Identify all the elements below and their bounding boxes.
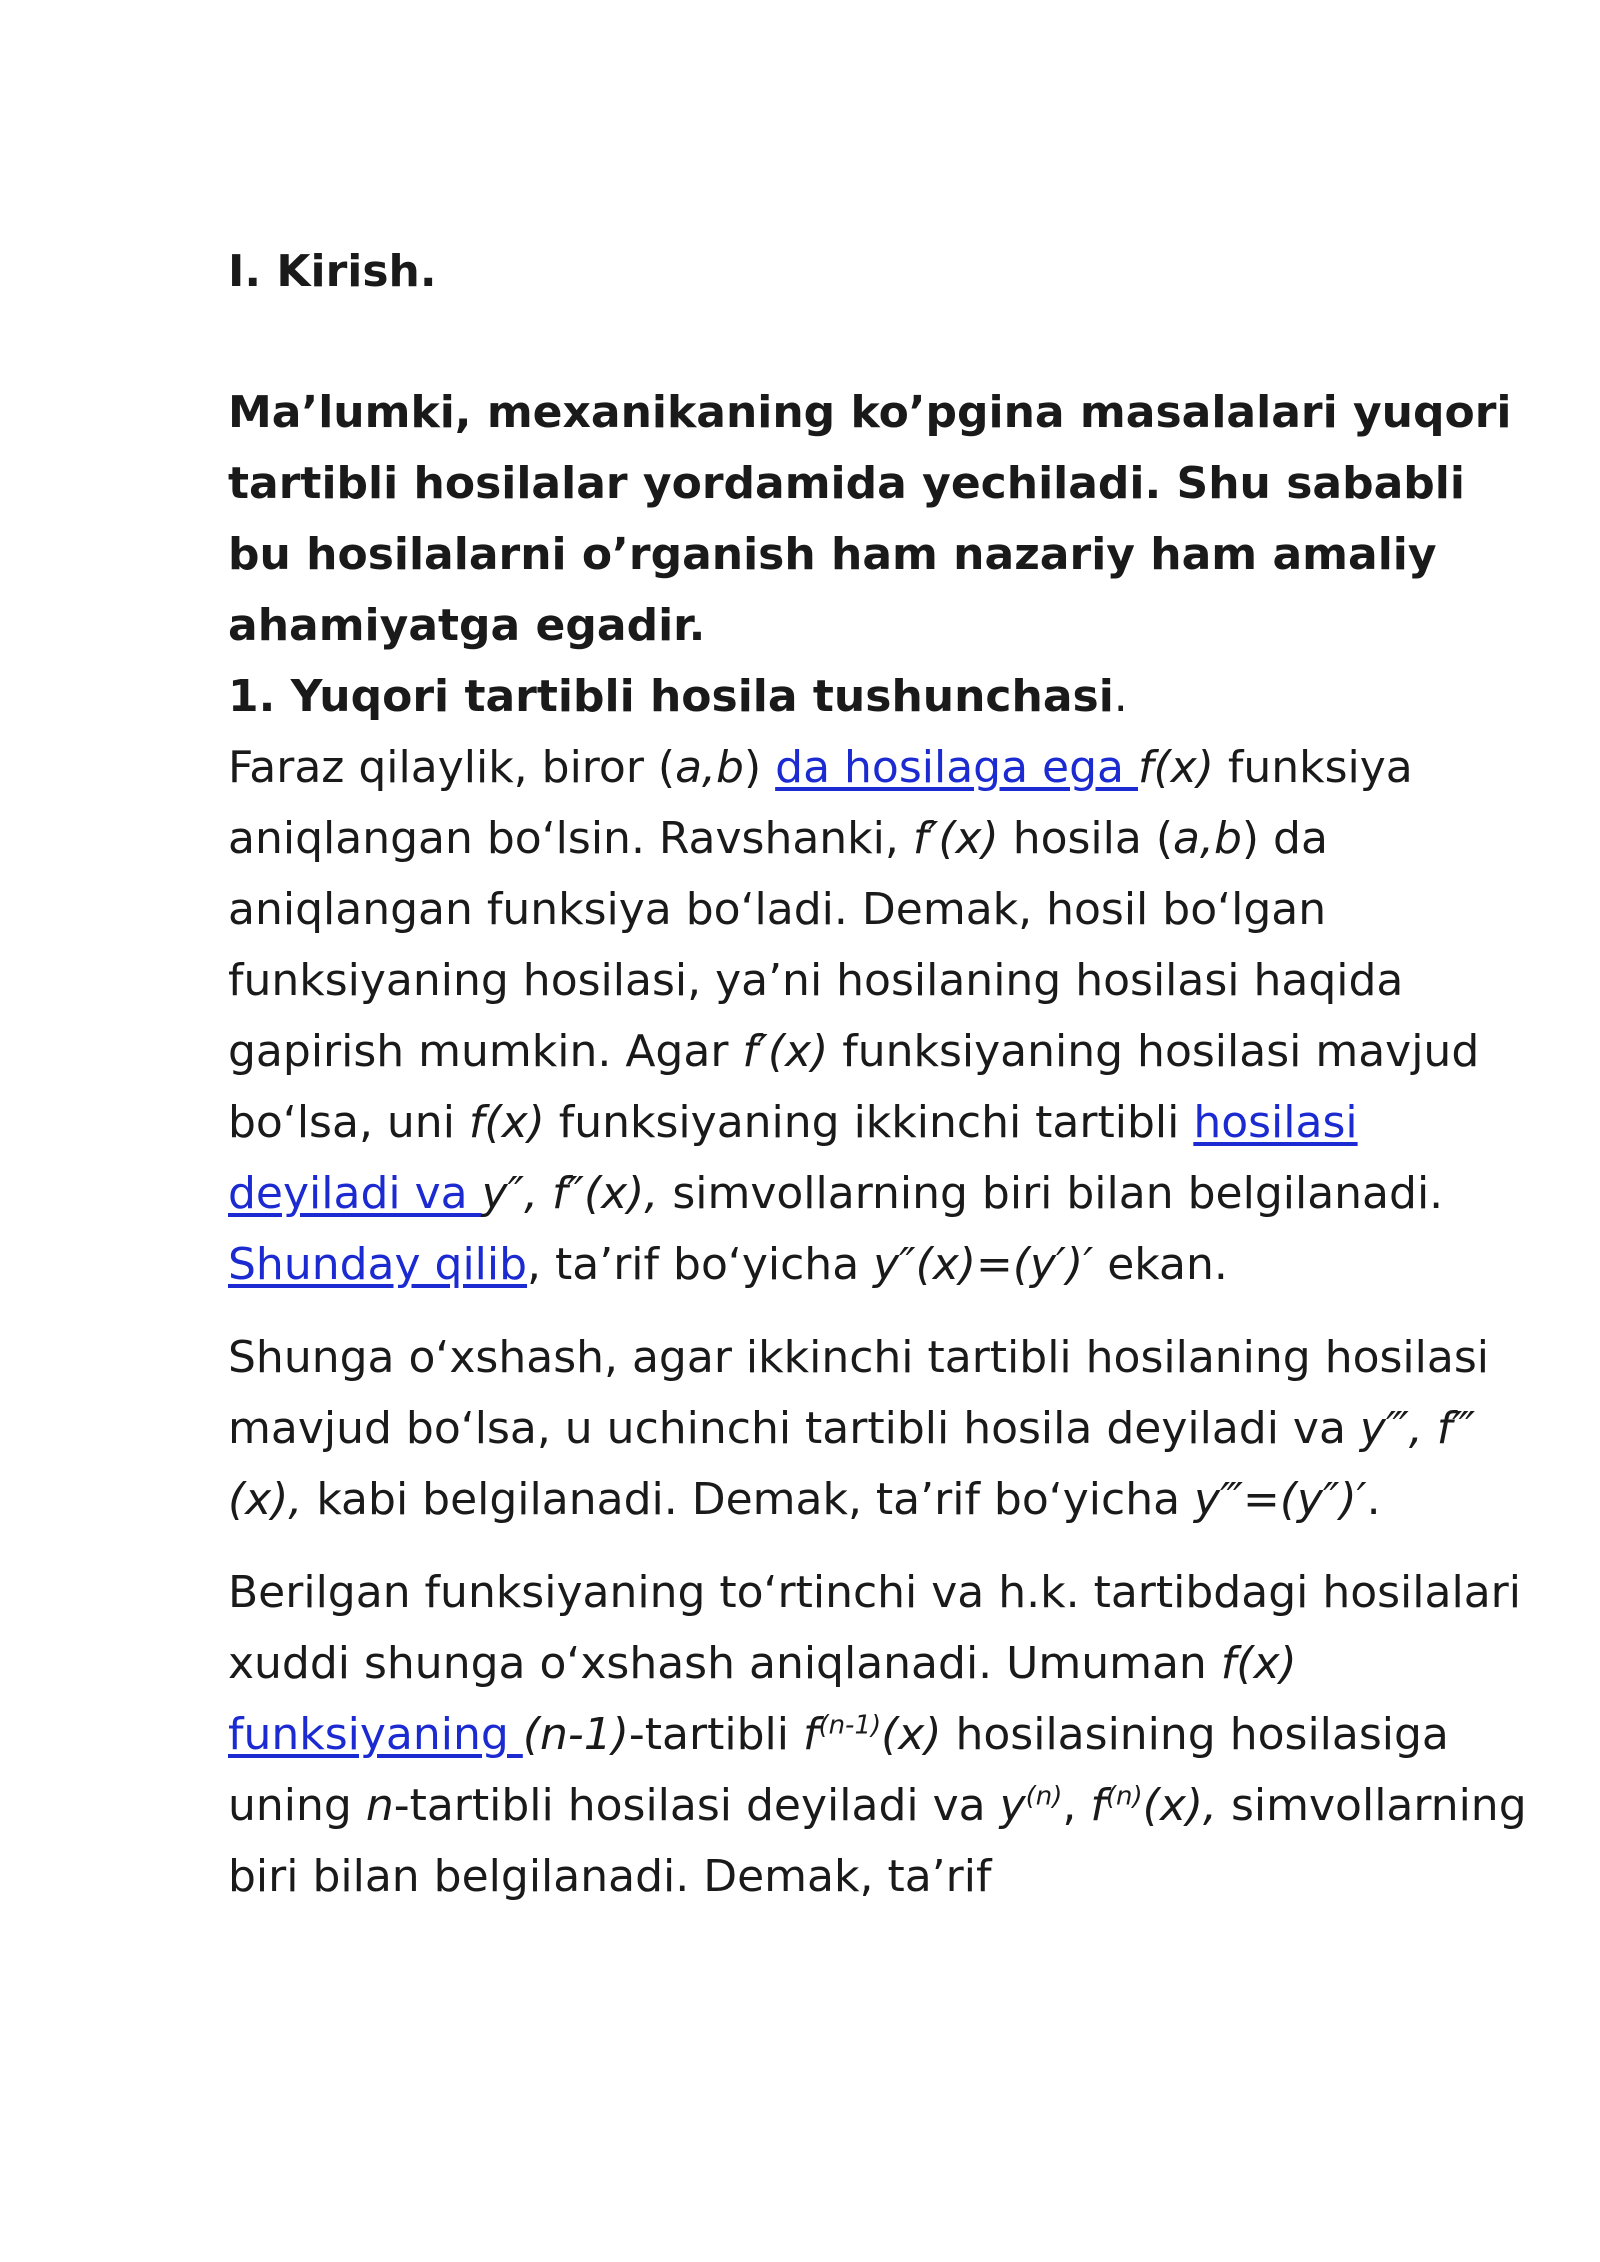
formula-n-minus-1: (n-1) (522, 1709, 629, 1760)
formula-f: f (802, 1709, 819, 1760)
text: simvollarning biri bilan belgilanadi. Demak, ta’rif (228, 1780, 1527, 1902)
formula-definition: y″(x)=(y′)′ (873, 1239, 1094, 1290)
text: -tartibli hosilasi deyiladi va (393, 1780, 1000, 1831)
formula-definition: y‴=(y″)′ (1194, 1474, 1367, 1525)
text: kabi belgilanadi. Demak, ta’rif bo‘yicha (302, 1474, 1195, 1525)
formula-x: (x), (1142, 1780, 1218, 1831)
paragraph-definition-second (228, 732, 1528, 1300)
section-title-dot: . (1113, 671, 1128, 722)
formula-fx: f(x) (1138, 742, 1214, 793)
page-heading: I. Kirish. (228, 246, 437, 297)
interval: a,b (1173, 813, 1242, 864)
text: Shunga o‘xshash, agar ikkinchi tartibli hosilaning hosilasi mavjud bo‘lsa, u uchinchi tartibli hosila deyiladi va (228, 1332, 1489, 1454)
section-title (228, 661, 1528, 732)
formula-fprime: f′(x) (742, 1026, 829, 1077)
link-hosilaga[interactable]: da hosilaga ega (775, 742, 1138, 793)
formula-second-derivative: y″, f″(x), (481, 1168, 659, 1219)
formula-third-derivative: y‴, f‴(x), (228, 1403, 1476, 1525)
section-title-text: 1. Yuqori tartibli hosila tushunchasi (228, 671, 1114, 722)
formula-n: n (365, 1780, 394, 1831)
interval: a,b (675, 742, 744, 793)
text: hosilasining hosilasiga uning (228, 1709, 1449, 1831)
text: , ta’rif bo‘yicha (527, 1239, 874, 1290)
text: Berilgan funksiyaning to‘rtinchi va h.k. tartibdagi hosilalari xuddi shunga o‘xshash aniqlanadi. Umuman (228, 1567, 1521, 1689)
text: ekan. (1093, 1239, 1228, 1290)
text: simvollarning biri bilan belgilanadi. (658, 1168, 1444, 1219)
text: funksiya aniqlangan bo‘lsin. Ravshanki, (228, 742, 1413, 864)
text: ) da aniqlangan funksiya bo‘ladi. Demak, hosil bo‘lgan funksiyaning hosilasi, ya’ni hosilaning hosilasi haqida gapirish mumkin. Agar (228, 813, 1404, 1077)
paragraph-definition-nth (228, 1557, 1528, 1912)
text: . (1366, 1474, 1381, 1525)
formula-y: y (999, 1780, 1026, 1831)
link-hosilasi-deyiladi[interactable]: hosilasi deyiladi va (228, 1097, 1358, 1219)
text: , (1062, 1780, 1091, 1831)
formula-fprime: f′(x) (912, 813, 999, 864)
formula-superscript: (n) (1105, 1781, 1143, 1812)
text: funksiyaning ikkinchi tartibli (544, 1097, 1194, 1148)
formula-f: f (1090, 1780, 1106, 1831)
text: hosila ( (998, 813, 1173, 864)
formula-x: (x) (881, 1709, 942, 1760)
formula-superscript: (n) (1025, 1781, 1063, 1812)
text: ) (743, 742, 776, 793)
intro-paragraph: Ma’lumki, mexanikaning ko’pgina masalalari yuqori tartibli hosilalar yordamida yechiladi. Shu sababli bu hosilalarni o’rganish ham nazariy ham amaliy ahamiyatga egadir. (228, 387, 1512, 651)
paragraph-definition-third (228, 1322, 1528, 1535)
link-funksiyaning[interactable]: funksiyaning (228, 1709, 523, 1760)
text: Faraz qilaylik, biror ( (228, 742, 676, 793)
formula-superscript: (n-1) (818, 1710, 882, 1741)
formula-fx: f(x) (1220, 1638, 1297, 1689)
text: funksiyaning hosilasi mavjud bo‘lsa, uni (228, 1026, 1480, 1148)
document-page (228, 236, 1528, 1912)
link-shunday-qilib[interactable]: Shunday qilib (228, 1239, 528, 1290)
text: -tartibli (628, 1709, 803, 1760)
formula-fx: f(x) (468, 1097, 545, 1148)
